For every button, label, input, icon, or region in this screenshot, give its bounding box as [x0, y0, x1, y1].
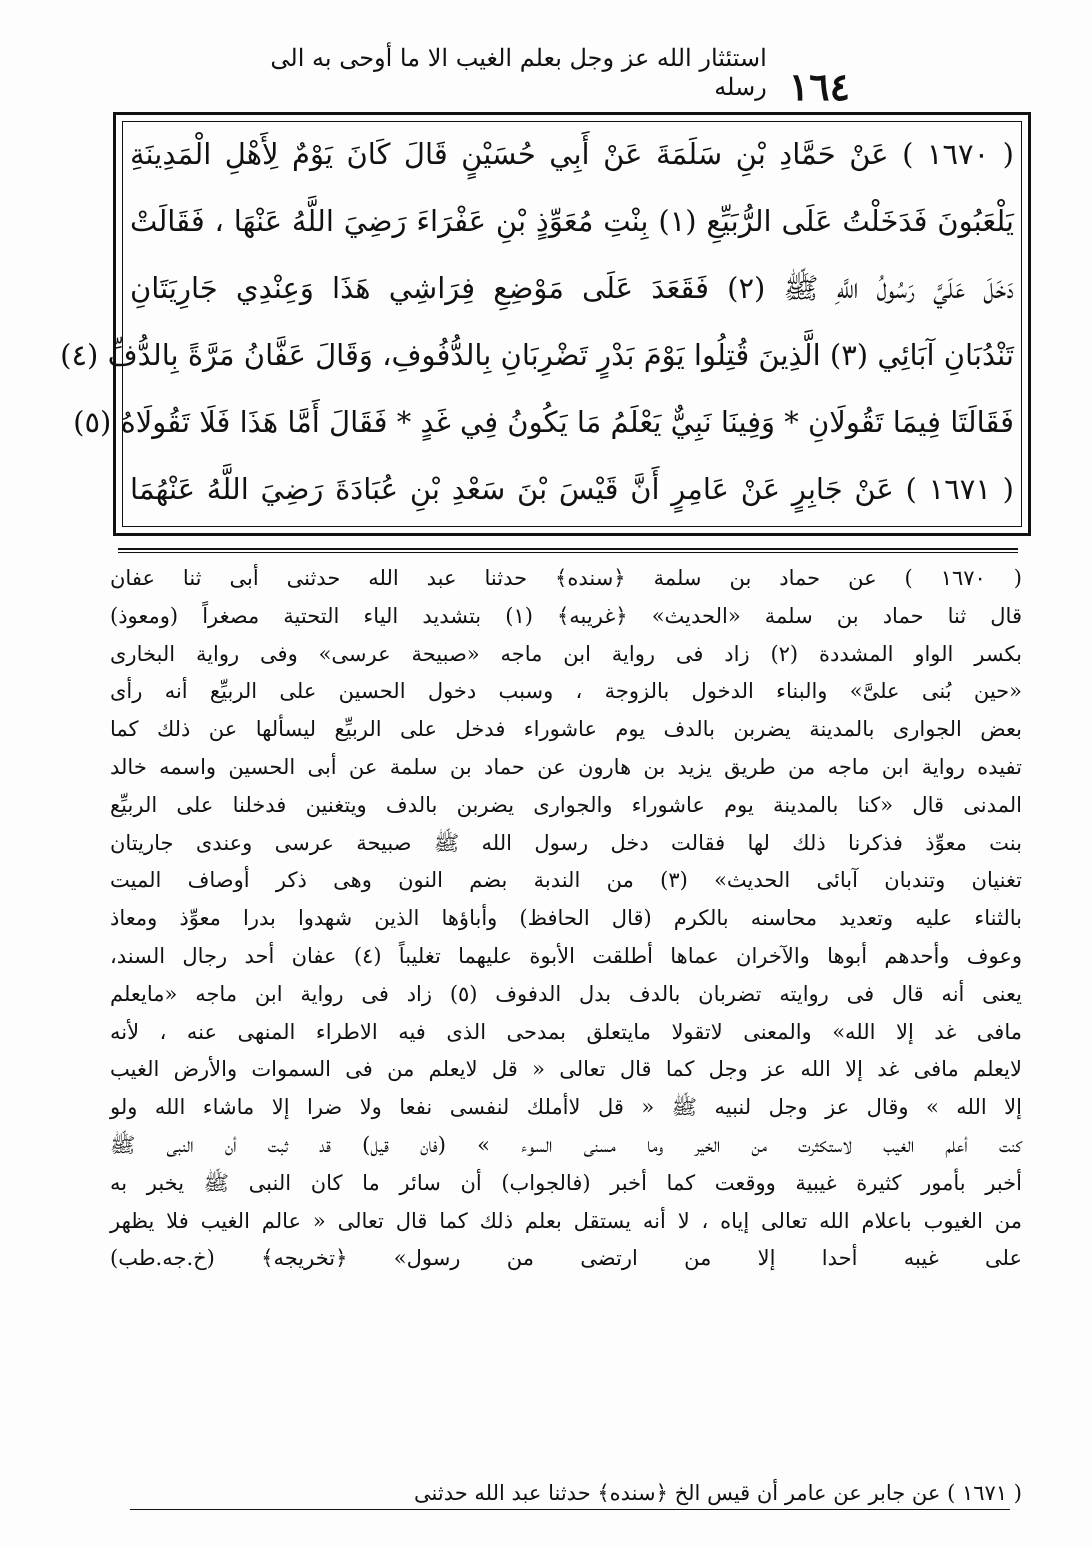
hadith-line: فَقَالَتَا فِيمَا تَقُولَانِ * وَفِينَا نَبِيٌّ يَعْلَمُ مَا يَكُونُ فِي غَدٍ * فَقَالَ أَمَّا هَذَا فَلَا تَقُولَاهُ (٥) [73, 405, 1014, 439]
commentary-line: إلا الله » وقال عز وجل لنبيه ﷺ « قل لاأملك لنفسى نفعا ولا ضرا إلا ماشاء الله ولو [110, 1095, 1022, 1120]
commentary-line: بالثناء عليه وتعديد محاسنه بالكرم (قال الحافظ) وأباؤها الذين شهدوا بدرا معوِّذ ومعاذ [110, 906, 1022, 931]
commentary-line: ( ١٦٧٠ ) عن حماد بن سلمة ﴿سنده﴾ حدثنا عبد الله حدثنى أبى ثنا عفان [110, 566, 1022, 590]
commentary-text [110, 560, 1022, 1278]
commentary-line: بنت معوِّذ فذكرنا ذلك لها فقالت دخل رسول الله ﷺ صبيحة عرسى وعندى جاريتان [110, 830, 1022, 855]
chapter-title: استئثار الله عز وجل بعلم الغيب الا ما أوحى به الى رسله [270, 44, 767, 102]
commentary-line: تفيده رواية ابن ماجه من طريق يزيد بن هارون عن حماد بن سلمة عن أبى الحسين واسمه خالد [110, 754, 1022, 779]
commentary-line: من الغيوب باعلام الله تعالى إياه ، لا أنه يستقل بعلم ذلك كما قال تعالى « عالم الغيب فلا يظهر [110, 1208, 1022, 1233]
commentary-line: قال ثنا حماد بن سلمة «الحديث» ﴿غريبه﴾ (١) بتشديد الياء التحتية مصغراً (ومعوذ) [110, 603, 1022, 628]
commentary-line: تغنيان وتندبان آبائى الحديث» (٣) من الندبة بضم النون وهى ذكر أوصاف الميت [110, 868, 1022, 893]
hadith-line: دَخَلَ عَلَيَّ رَسُولُ اللَّهِ ﷺ (٢) فَقَعَدَ عَلَى مَوْضِعِ فِرَاشِي هَذَا وَعِنْدِي جَارِيَتَانِ [130, 271, 1014, 305]
hadith-line: ( ١٦٧١ ) عَنْ جَابِرٍ عَنْ عَامِرٍ أَنَّ قَيْسَ بْنَ سَعْدِ بْنِ عُبَادَةَ رَضِيَ اللَّهُ عَنْهُمَا [130, 472, 1014, 506]
commentary-line: أخبر بأمور كثيرة غيبية ووقعت كما أخبر (فالجواب) أن سائر ما كان النبى ﷺ يخبر به [110, 1170, 1022, 1195]
page-number: ١٦٤ [788, 64, 850, 109]
commentary-line: المدنى قال «كنا بالمدينة يوم عاشوراء والجوارى يضربن بالدف ويتغنين فدخلنا على الربيِّع [110, 792, 1022, 817]
commentary-line: بكسر الواو المشددة (٢) زاد فى رواية ابن ماجه «صبيحة عرسى» وفى رواية البخارى [110, 641, 1022, 666]
commentary-line: «حين بُنى علىَّ» والبناء الدخول بالزوجة ، وسبب دخول الحسين على الربيِّع أنه رأى [110, 679, 1022, 704]
hadith-line: تَنْدُبَانِ آبَائِي (٣) الَّذِينَ قُتِلُوا يَوْمَ بَدْرٍ تَضْرِبَانِ بِالدُّفُوفِ، وَقَالَ عَفَّانُ مَرَّةً بِالدُّفِّ (٤) [60, 338, 1014, 372]
hadith-line: يَلْعَبُونَ فَدَخَلْتُ عَلَى الرُّبَيِّعِ (١) بِنْتِ مُعَوِّذٍ بْنِ عَفْرَاءَ رَضِيَ اللَّهُ عَنْهَا ، فَقَالَتْ [130, 204, 1015, 238]
hadith-line: ( ١٦٧٠ ) عَنْ حَمَّادِ بْنِ سَلَمَةَ عَنْ أَبِي حُسَيْنٍ قَالَ كَانَ يَوْمٌ لِأَهْلِ الْمَدِينَةِ [130, 137, 1014, 171]
section-divider [118, 548, 1018, 553]
commentary-line: مافى غد إلا الله» والمعنى لاتقولا مايتعلق بمدحى الذى فيه الاطراء المنهى عنه ، لأنه [110, 1019, 1022, 1044]
hadith-text-frame [60, 112, 1031, 536]
commentary-line: كنت أعلم الغيب لاستكثرت من الخير وما مسنى السوء » (فان قيل) قد ثبت أن النبى ﷺ [110, 1132, 1022, 1157]
commentary-line: لايعلم مافى غد إلا الله عز وجل كما قال تعالى « قل لايعلم من فى السموات والأرض الغيب [110, 1057, 1022, 1082]
bottom-rule [130, 1509, 1010, 1510]
commentary-line: على غيبه أحدا إلا من ارتضى من رسول» ﴿تخريجه﴾ (خ.جه.طب) [110, 1246, 1022, 1271]
commentary-line: يعنى أنه قال فى روايته تضربان بالدف بدل الدفوف (٥) زاد فى رواية ابن ماجه «مايعلم [110, 981, 1022, 1006]
commentary-line: بعض الجوارى بالمدينة يضربن بالدف يوم عاشوراء فدخل على الربيِّع ليسألها عن ذلك كما [110, 717, 1022, 742]
hadith-text [60, 121, 1015, 523]
running-header [230, 44, 850, 109]
commentary-line: وعوف وأحدهم أبوها والآخران عماها أطلقت الأبوة عليهما تغليباً (٤) عفان أحد رجال السند، [110, 943, 1022, 968]
next-hadith-commentary: ( ١٦٧١ ) عن جابر عن عامر أن قيس الخ ﴿سنده﴾ حدثنا عبد الله حدثنى [414, 1481, 1022, 1505]
